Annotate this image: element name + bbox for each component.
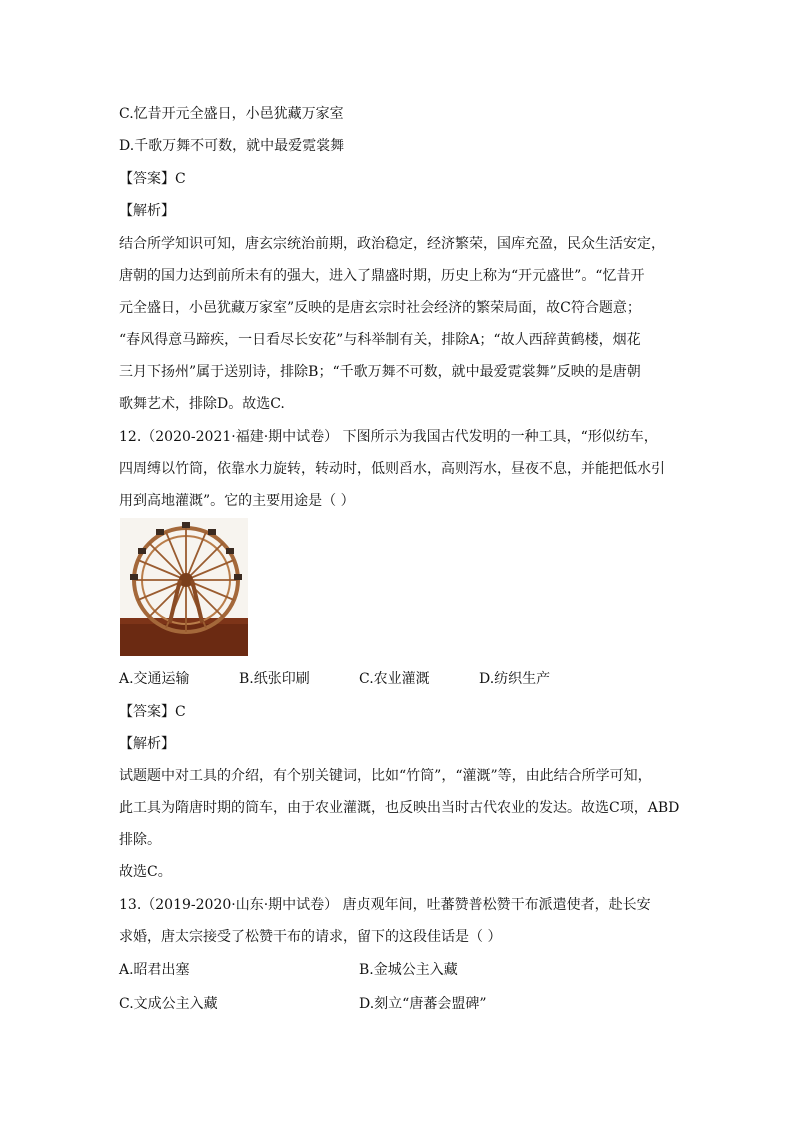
q13-option-a: A.昭君出塞 — [119, 962, 190, 978]
q11-answer: 【答案】C — [119, 171, 186, 187]
waterwheel-image — [120, 518, 248, 656]
q13-option-c: C.文成公主入藏 — [119, 996, 218, 1012]
q12-analysis-heading: 【解析】 — [119, 736, 175, 752]
q12-analysis-line: 排除。 — [119, 832, 161, 848]
q11-analysis-line: 唐朝的国力达到前所未有的强大，进入了鼎盛时期，历史上称为“开元盛世”。“忆昔开 — [119, 268, 645, 284]
q13-stem-line: 求婚，唐太宗接受了松赞干布的请求，留下的这段佳话是（ ） — [119, 929, 502, 945]
q11-analysis-line: 元全盛日，小邑犹藏万家室”反映的是唐玄宗时社会经济的繁荣局面，故C符合题意； — [119, 300, 641, 316]
q12-analysis-line: 此工具为隋唐时期的筒车，由于农业灌溉，也反映出当时古代农业的发达。故选C项，ABD — [119, 800, 680, 816]
q11-option-d: D.千歌万舞不可数，就中最爱霓裳舞 — [119, 138, 345, 154]
q13-stem-line: 13.（2019-2020·山东·期中试卷） 唐贞观年间，吐蕃赞普松赞干布派遣使者，赴长安 — [119, 897, 651, 913]
q12-analysis-line: 试题题中对工具的介绍，有个别关键词，比如“竹筒”，“灌溉”等，由此结合所学可知， — [119, 768, 652, 784]
q12-answer: 【答案】C — [119, 704, 186, 720]
q12-option-a: A.交通运输 — [119, 671, 190, 687]
q11-analysis-line: 歌舞艺术，排除D。故选C. — [119, 396, 285, 412]
q12-analysis-line: 故选C。 — [119, 864, 172, 880]
q12-stem-line: 四周缚以竹筒，依靠水力旋转，转动时，低则舀水，高则泻水，昼夜不息，并能把低水引 — [119, 461, 665, 477]
q11-analysis-line: “春风得意马蹄疾，一日看尽长安花”与科举制有关，排除A；“故人西辞黄鹤楼，烟花 — [119, 332, 641, 348]
q11-analysis-heading: 【解析】 — [119, 203, 175, 219]
q12-option-d: D.纺织生产 — [479, 671, 551, 687]
q12-option-b: B.纸张印刷 — [239, 671, 310, 687]
q13-option-d: D.刻立“唐蕃会盟碑” — [359, 996, 487, 1012]
q13-option-b: B.金城公主入藏 — [359, 962, 458, 978]
q11-analysis-line: 结合所学知识可知，唐玄宗统治前期，政治稳定，经济繁荣，国库充盈，民众生活安定， — [119, 236, 665, 252]
q11-option-c: C.忆昔开元全盛日，小邑犹藏万家室 — [119, 106, 344, 122]
q11-analysis-line: 三月下扬州”属于送别诗，排除B；“千歌万舞不可数，就中最爱霓裳舞”反映的是唐朝 — [119, 364, 641, 380]
q12-option-c: C.农业灌溉 — [359, 671, 430, 687]
q12-stem-line: 12.（2020-2021·福建·期中试卷） 下图所示为我国古代发明的一种工具，“形似纺车， — [119, 429, 658, 445]
q12-stem-line: 用到高地灌溉”。它的主要用途是（ ） — [119, 493, 355, 509]
